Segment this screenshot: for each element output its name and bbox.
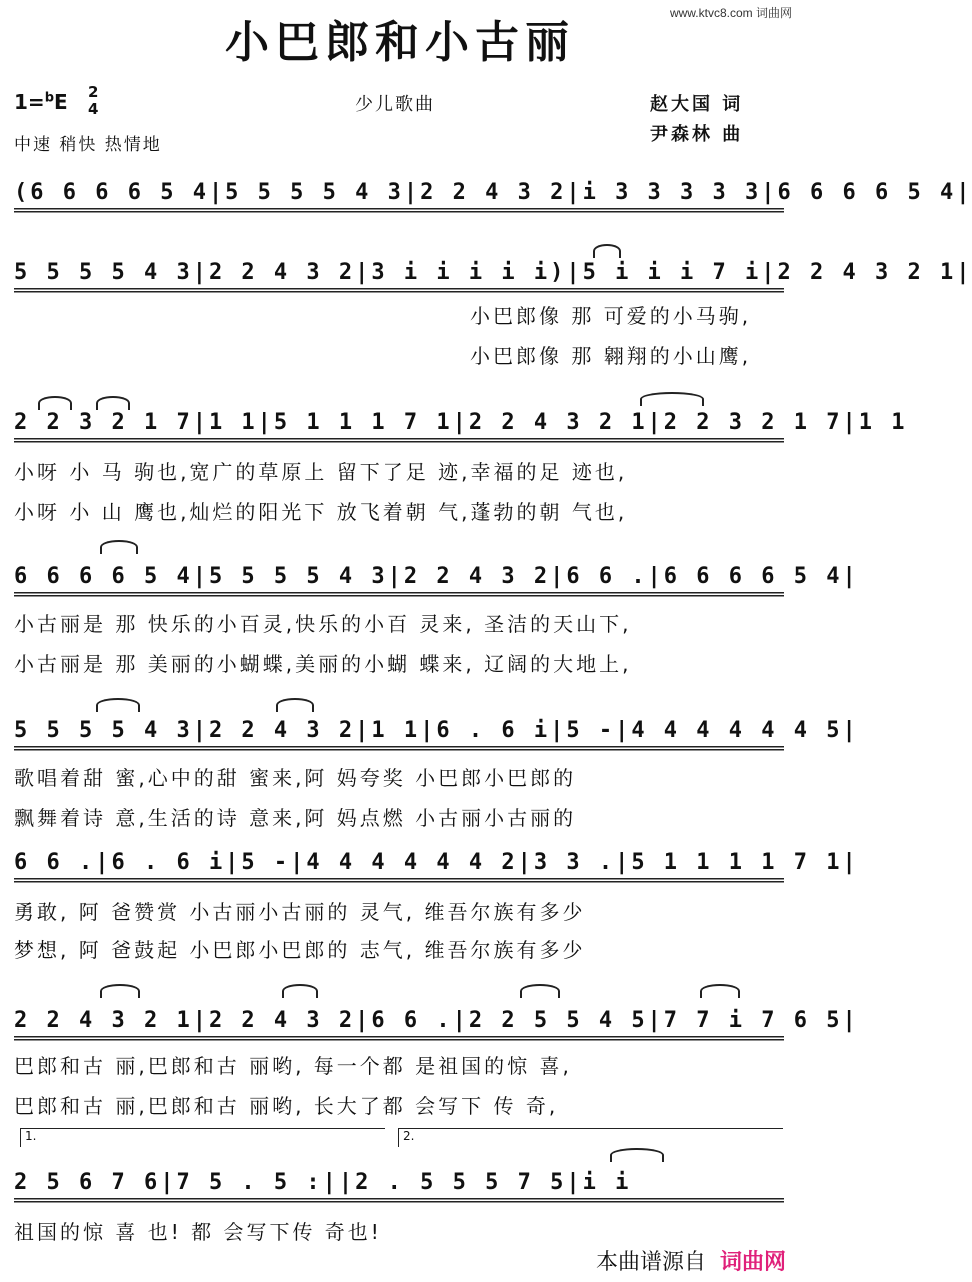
score-row-5 (14, 710, 859, 752)
slur-mark (520, 984, 560, 998)
lyric-verse-1: 小古丽是 那 快乐的小百灵,快乐的小百 灵来, 圣洁的天山下, (14, 612, 632, 636)
lyric-verse-1: 巴郎和古 丽,巴郎和古 丽哟, 每一个都 是祖国的惊 喜, (14, 1054, 572, 1078)
second-ending-bracket: 2. (398, 1128, 783, 1147)
time-signature-bottom: 4 (88, 100, 99, 118)
notation-line: 2 2 4 3 2 1|2 2 4 3 2|6 6 .|2 2 5 5 4 5|7 7 i 7 6 5| (14, 1000, 784, 1042)
lyric-verse-2: 巴郎和古 丽,巴郎和古 丽哟, 长大了都 会写下 传 奇, (14, 1094, 559, 1118)
lyric-verse-2: 小呀 小 山 鹰也,灿烂的阳光下 放飞着朝 气,蓬勃的朝 气也, (14, 500, 628, 524)
lyricist-credit: 赵大国 词 (650, 94, 744, 115)
slur-mark (96, 396, 130, 410)
slur-mark (276, 698, 314, 712)
footer-source-text: 本曲谱源自 (595, 1250, 706, 1275)
score-row-2 (14, 252, 972, 294)
song-title: 小巴郎和小古丽 (225, 17, 575, 68)
footer-brand-link[interactable]: 词曲网 (719, 1250, 786, 1275)
score-row-8 (14, 1162, 784, 1204)
lyric-verse-2: 梦想, 阿 爸鼓起 小巴郎小巴郎的 志气, 维吾尔族有多少 (14, 938, 586, 962)
time-signature-top: 2 (88, 83, 99, 101)
slur-mark (610, 1148, 664, 1162)
time-signature (88, 84, 98, 118)
slur-mark (100, 984, 140, 998)
slur-mark (593, 244, 621, 258)
score-row-7 (14, 1000, 859, 1042)
genre-label: 少儿歌曲 (355, 94, 435, 115)
footer-source (596, 1245, 786, 1276)
slur-mark (640, 392, 704, 406)
lyric-verse-2: 小古丽是 那 美丽的小蝴蝶,美丽的小蝴 蝶来, 辽阔的大地上, (14, 652, 632, 676)
score-row-6 (14, 842, 859, 884)
watermark-text: www.ktvc8.com 词曲网 (669, 6, 792, 20)
lyric-verse-1: 勇敢, 阿 爸赞赏 小古丽小古丽的 灵气, 维吾尔族有多少 (14, 900, 586, 924)
slur-mark (38, 396, 72, 410)
lyric-verse-1: 小巴郎像 那 可爱的小马驹, (470, 304, 752, 328)
slur-mark (100, 540, 138, 554)
lyric-verse-1: 小呀 小 马 驹也,宽广的草原上 留下了足 迹,幸福的足 迹也, (14, 460, 628, 484)
lyric-verse-1: 祖国的惊 喜 也! 都 会写下传 奇也! (14, 1220, 382, 1244)
composer-credit: 尹森林 曲 (650, 124, 744, 145)
score-row-4 (14, 556, 859, 598)
key-prefix: 1= (14, 90, 45, 114)
first-ending-bracket: 1. (20, 1128, 385, 1147)
notation-line: 5 5 5 5 4 3|2 2 4 3 2|3 i i i i i)|5 i i i 7 i|2 2 4 3 2 1| (14, 252, 784, 294)
slur-mark (96, 698, 140, 712)
key-signature (14, 90, 68, 114)
notation-line: 2 5 6 7 6|7 5 . 5 :||2 . 5 5 5 7 5|i i (14, 1162, 784, 1204)
notation-line: (6 6 6 6 5 4|5 5 5 5 4 3|2 2 4 3 2|i 3 3 3 3 3|6 6 6 6 5 4| (14, 172, 784, 214)
slur-mark (282, 984, 318, 998)
notation-line: 6 6 6 6 5 4|5 5 5 5 4 3|2 2 4 3 2|6 6 .|6 6 6 6 5 4| (14, 556, 784, 598)
lyric-verse-2: 飘舞着诗 意,生活的诗 意来,阿 妈点燃 小古丽小古丽的 (14, 806, 577, 830)
key-accidental: b (44, 90, 54, 106)
tempo-marking: 中速 稍快 热情地 (14, 135, 162, 155)
score-row-1 (14, 172, 972, 214)
lyric-verse-1: 歌唱着甜 蜜,心中的甜 蜜来,阿 妈夸奖 小巴郎小巴郎的 (14, 766, 577, 790)
notation-line: 6 6 .|6 . 6 i|5 -|4 4 4 4 4 4 2|3 3 .|5 1 1 1 1 7 1| (14, 842, 784, 884)
notation-line: 5 5 5 5 4 3|2 2 4 3 2|1 1|6 . 6 i|5 -|4 4 4 4 4 4 5| (14, 710, 784, 752)
slur-mark (700, 984, 740, 998)
notation-line: 2 2 3 2 1 7|1 1|5 1 1 1 7 1|2 2 4 3 2 1|2 2 3 2 1 7|1 1 (14, 402, 784, 444)
key-note: E (54, 90, 68, 114)
lyric-verse-2: 小巴郎像 那 翱翔的小山鹰, (470, 344, 752, 368)
